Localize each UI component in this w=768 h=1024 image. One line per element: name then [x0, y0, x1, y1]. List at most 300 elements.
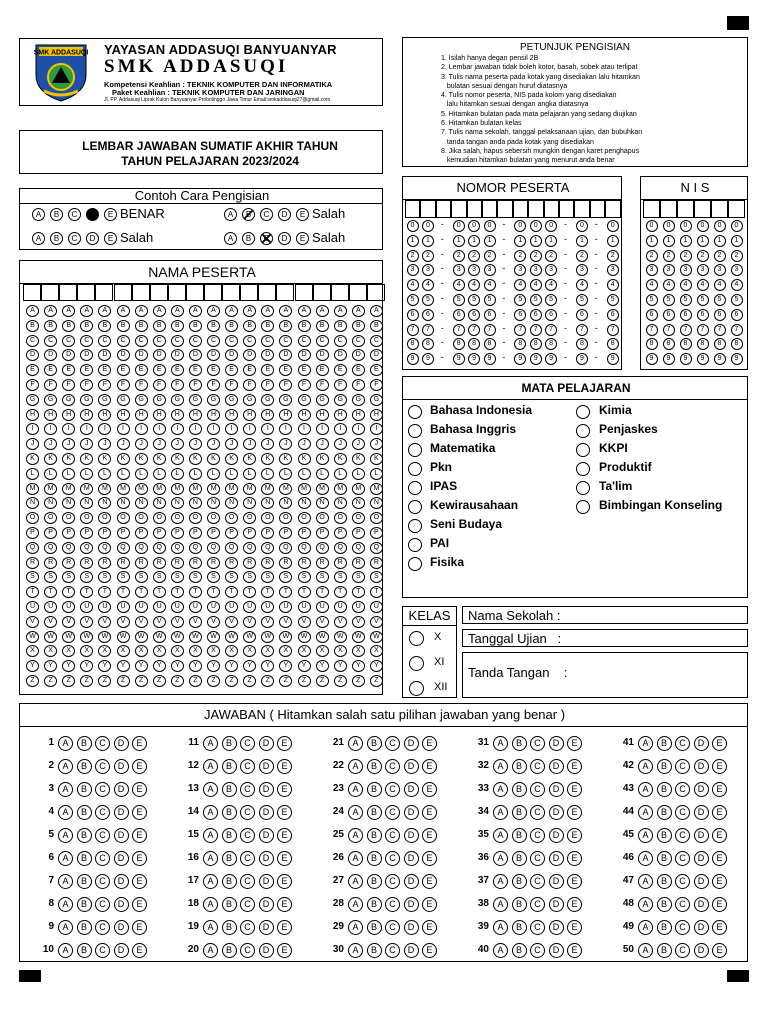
nomor-bubble[interactable]: 7	[514, 324, 526, 336]
answer-bubble[interactable]: D	[259, 897, 274, 912]
name-bubble[interactable]: D	[171, 349, 184, 361]
answer-bubble[interactable]: D	[259, 805, 274, 820]
name-bubble[interactable]: S	[298, 571, 311, 583]
name-bubble[interactable]: X	[26, 645, 39, 657]
name-bubble[interactable]: G	[334, 394, 347, 406]
nis-bubble[interactable]: 4	[680, 279, 692, 291]
name-bubble[interactable]: I	[225, 423, 238, 435]
nomor-bubble[interactable]: 9	[453, 353, 465, 365]
name-bubble[interactable]: G	[117, 394, 130, 406]
answer-bubble[interactable]: B	[222, 851, 237, 866]
name-bubble[interactable]: N	[117, 497, 130, 509]
name-bubble[interactable]: P	[279, 527, 292, 539]
nomor-cell[interactable]	[605, 200, 620, 218]
answer-bubble[interactable]: E	[422, 897, 437, 912]
answer-bubble[interactable]: E	[567, 874, 582, 889]
name-bubble[interactable]: Q	[171, 542, 184, 554]
answer-bubble[interactable]: D	[259, 782, 274, 797]
nomor-bubble[interactable]: 6	[484, 309, 496, 321]
name-bubble[interactable]: E	[261, 364, 274, 376]
answer-bubble[interactable]: B	[367, 897, 382, 912]
answer-bubble[interactable]: E	[277, 897, 292, 912]
name-bubble[interactable]: D	[352, 349, 365, 361]
nis-cell[interactable]	[677, 200, 694, 218]
name-bubble[interactable]: N	[298, 497, 311, 509]
answer-bubble[interactable]: E	[277, 805, 292, 820]
name-bubble[interactable]: L	[207, 468, 220, 480]
nomor-bubble[interactable]: 7	[607, 324, 619, 336]
name-bubble[interactable]: Q	[316, 542, 329, 554]
nomor-cell[interactable]	[528, 200, 543, 218]
answer-bubble[interactable]: B	[512, 897, 527, 912]
name-bubble[interactable]: B	[207, 320, 220, 332]
name-bubble[interactable]: A	[98, 305, 111, 317]
name-bubble[interactable]: I	[316, 423, 329, 435]
name-bubble[interactable]: V	[261, 616, 274, 628]
name-bubble[interactable]: P	[207, 527, 220, 539]
name-bubble[interactable]: K	[352, 453, 365, 465]
name-bubble[interactable]: X	[171, 645, 184, 657]
name-bubble[interactable]: Z	[298, 675, 311, 687]
name-bubble[interactable]: Q	[334, 542, 347, 554]
name-bubble[interactable]: P	[62, 527, 75, 539]
name-bubble[interactable]: A	[171, 305, 184, 317]
answer-bubble[interactable]: E	[277, 828, 292, 843]
answer-bubble[interactable]: D	[114, 920, 129, 935]
nis-bubble[interactable]: 4	[714, 279, 726, 291]
name-bubble[interactable]: J	[171, 438, 184, 450]
name-bubble[interactable]: C	[316, 335, 329, 347]
name-bubble[interactable]: R	[352, 557, 365, 569]
kelas-radio[interactable]	[409, 631, 424, 646]
answer-bubble[interactable]: A	[203, 897, 218, 912]
name-bubble[interactable]: P	[135, 527, 148, 539]
name-bubble[interactable]: J	[44, 438, 57, 450]
name-bubble[interactable]: G	[189, 394, 202, 406]
name-bubble[interactable]: K	[370, 453, 383, 465]
answer-bubble[interactable]: C	[385, 828, 400, 843]
nomor-bubble[interactable]: 5	[468, 294, 480, 306]
answer-bubble[interactable]: E	[132, 874, 147, 889]
name-bubble[interactable]: E	[135, 364, 148, 376]
answer-bubble[interactable]: C	[530, 943, 545, 958]
name-bubble[interactable]: H	[298, 409, 311, 421]
name-bubble[interactable]: X	[316, 645, 329, 657]
answer-bubble[interactable]: D	[694, 874, 709, 889]
answer-bubble[interactable]: D	[694, 736, 709, 751]
answer-bubble[interactable]: C	[95, 736, 110, 751]
name-bubble[interactable]: U	[298, 601, 311, 613]
name-bubble[interactable]: A	[80, 305, 93, 317]
name-bubble[interactable]: E	[334, 364, 347, 376]
answer-bubble[interactable]: C	[95, 759, 110, 774]
name-bubble[interactable]: U	[334, 601, 347, 613]
nomor-bubble[interactable]: 7	[468, 324, 480, 336]
name-bubble[interactable]: C	[80, 335, 93, 347]
name-bubble[interactable]: T	[153, 586, 166, 598]
name-bubble[interactable]: J	[26, 438, 39, 450]
name-bubble[interactable]: H	[189, 409, 202, 421]
nomor-bubble[interactable]: 5	[530, 294, 542, 306]
answer-bubble[interactable]: B	[222, 920, 237, 935]
answer-bubble[interactable]: A	[493, 759, 508, 774]
name-bubble[interactable]: Q	[243, 542, 256, 554]
answer-bubble[interactable]: B	[222, 759, 237, 774]
name-bubble[interactable]: X	[334, 645, 347, 657]
name-bubble[interactable]: Y	[279, 660, 292, 672]
name-bubble[interactable]: O	[370, 512, 383, 524]
name-bubble[interactable]: S	[62, 571, 75, 583]
name-bubble[interactable]: W	[316, 631, 329, 643]
nis-bubble[interactable]: 8	[697, 338, 709, 350]
name-bubble[interactable]: G	[261, 394, 274, 406]
name-bubble[interactable]: F	[316, 379, 329, 391]
name-bubble[interactable]: M	[62, 483, 75, 495]
answer-bubble[interactable]: C	[240, 828, 255, 843]
answer-bubble[interactable]: C	[385, 851, 400, 866]
name-bubble[interactable]: X	[243, 645, 256, 657]
nomor-bubble[interactable]: 2	[545, 250, 557, 262]
nomor-bubble[interactable]: 0	[530, 220, 542, 232]
name-bubble[interactable]: Z	[207, 675, 220, 687]
answer-bubble[interactable]: C	[530, 828, 545, 843]
name-bubble[interactable]: N	[135, 497, 148, 509]
name-bubble[interactable]: S	[117, 571, 130, 583]
answer-bubble[interactable]: A	[348, 874, 363, 889]
name-bubble[interactable]: L	[117, 468, 130, 480]
name-bubble[interactable]: P	[243, 527, 256, 539]
name-bubble[interactable]: T	[62, 586, 75, 598]
answer-bubble[interactable]: A	[348, 805, 363, 820]
name-bubble[interactable]: D	[189, 349, 202, 361]
name-bubble[interactable]: N	[334, 497, 347, 509]
name-bubble[interactable]: Y	[334, 660, 347, 672]
name-bubble[interactable]: T	[171, 586, 184, 598]
name-bubble[interactable]: K	[62, 453, 75, 465]
nomor-bubble[interactable]: 4	[453, 279, 465, 291]
answer-bubble[interactable]: B	[77, 828, 92, 843]
name-bubble[interactable]: U	[135, 601, 148, 613]
answer-bubble[interactable]: A	[493, 897, 508, 912]
nis-bubble[interactable]: 0	[680, 220, 692, 232]
answer-bubble[interactable]: C	[675, 851, 690, 866]
nomor-bubble[interactable]: 6	[576, 309, 588, 321]
nomor-bubble[interactable]: 9	[484, 353, 496, 365]
name-bubble[interactable]: Z	[117, 675, 130, 687]
name-bubble[interactable]: O	[352, 512, 365, 524]
answer-bubble[interactable]: C	[675, 874, 690, 889]
name-bubble[interactable]: S	[334, 571, 347, 583]
name-bubble[interactable]: O	[279, 512, 292, 524]
name-bubble[interactable]: R	[189, 557, 202, 569]
name-bubble[interactable]: C	[225, 335, 238, 347]
name-bubble[interactable]: B	[243, 320, 256, 332]
name-bubble[interactable]: Z	[225, 675, 238, 687]
answer-bubble[interactable]: B	[657, 897, 672, 912]
answer-bubble[interactable]: D	[549, 828, 564, 843]
name-bubble[interactable]: W	[334, 631, 347, 643]
name-bubble[interactable]: V	[316, 616, 329, 628]
name-bubble[interactable]: J	[80, 438, 93, 450]
name-bubble[interactable]: U	[370, 601, 383, 613]
name-bubble[interactable]: F	[279, 379, 292, 391]
answer-bubble[interactable]: D	[259, 920, 274, 935]
name-bubble[interactable]: Y	[243, 660, 256, 672]
name-bubble[interactable]: O	[117, 512, 130, 524]
name-bubble[interactable]: L	[261, 468, 274, 480]
name-bubble[interactable]: H	[26, 409, 39, 421]
name-bubble[interactable]: W	[189, 631, 202, 643]
answer-bubble[interactable]: C	[240, 897, 255, 912]
name-bubble[interactable]: M	[135, 483, 148, 495]
name-bubble[interactable]: J	[334, 438, 347, 450]
nis-bubble[interactable]: 7	[663, 324, 675, 336]
nomor-cell[interactable]	[513, 200, 528, 218]
name-bubble[interactable]: Z	[62, 675, 75, 687]
name-bubble[interactable]: R	[261, 557, 274, 569]
answer-bubble[interactable]: E	[712, 759, 727, 774]
name-bubble[interactable]: D	[243, 349, 256, 361]
name-bubble[interactable]: F	[153, 379, 166, 391]
name-bubble[interactable]: D	[207, 349, 220, 361]
name-bubble[interactable]: G	[298, 394, 311, 406]
name-bubble[interactable]: I	[98, 423, 111, 435]
nis-bubble[interactable]: 3	[663, 264, 675, 276]
answer-bubble[interactable]: B	[222, 805, 237, 820]
nis-bubble[interactable]: 9	[646, 353, 658, 365]
name-bubble[interactable]: Y	[352, 660, 365, 672]
name-bubble[interactable]: G	[26, 394, 39, 406]
nomor-bubble[interactable]: 8	[453, 338, 465, 350]
nomor-bubble[interactable]: 4	[407, 279, 419, 291]
subject-radio[interactable]	[408, 500, 422, 514]
nomor-cell[interactable]	[436, 200, 451, 218]
name-bubble[interactable]: N	[189, 497, 202, 509]
answer-bubble[interactable]: C	[240, 805, 255, 820]
name-bubble[interactable]: N	[316, 497, 329, 509]
answer-bubble[interactable]: A	[638, 851, 653, 866]
answer-bubble[interactable]: A	[348, 943, 363, 958]
answer-bubble[interactable]: E	[712, 874, 727, 889]
name-bubble[interactable]: H	[243, 409, 256, 421]
nis-bubble[interactable]: 1	[680, 235, 692, 247]
answer-bubble[interactable]: D	[114, 782, 129, 797]
nomor-bubble[interactable]: 4	[576, 279, 588, 291]
name-bubble[interactable]: U	[243, 601, 256, 613]
answer-bubble[interactable]: B	[222, 897, 237, 912]
name-bubble[interactable]: V	[135, 616, 148, 628]
nomor-bubble[interactable]: 0	[407, 220, 419, 232]
name-bubble[interactable]: B	[279, 320, 292, 332]
name-bubble[interactable]: F	[370, 379, 383, 391]
name-bubble[interactable]: H	[316, 409, 329, 421]
name-bubble[interactable]: E	[207, 364, 220, 376]
name-bubble[interactable]: V	[171, 616, 184, 628]
answer-bubble[interactable]: D	[114, 759, 129, 774]
name-bubble[interactable]: A	[279, 305, 292, 317]
name-bubble[interactable]: D	[153, 349, 166, 361]
name-bubble[interactable]: S	[279, 571, 292, 583]
name-bubble[interactable]: I	[171, 423, 184, 435]
nomor-bubble[interactable]: 6	[468, 309, 480, 321]
name-bubble[interactable]: B	[370, 320, 383, 332]
name-bubble[interactable]: Y	[98, 660, 111, 672]
answer-bubble[interactable]: E	[422, 920, 437, 935]
nomor-bubble[interactable]: 2	[453, 250, 465, 262]
answer-bubble[interactable]: C	[530, 920, 545, 935]
answer-bubble[interactable]: D	[549, 851, 564, 866]
name-bubble[interactable]: X	[207, 645, 220, 657]
answer-bubble[interactable]: A	[493, 851, 508, 866]
name-bubble[interactable]: Y	[298, 660, 311, 672]
name-bubble[interactable]: K	[225, 453, 238, 465]
name-bubble[interactable]: P	[44, 527, 57, 539]
nomor-bubble[interactable]: 6	[530, 309, 542, 321]
name-bubble[interactable]: U	[279, 601, 292, 613]
name-bubble[interactable]: Z	[153, 675, 166, 687]
answer-bubble[interactable]: B	[77, 759, 92, 774]
answer-bubble[interactable]: E	[712, 851, 727, 866]
nomor-bubble[interactable]: 1	[407, 235, 419, 247]
answer-bubble[interactable]: D	[694, 943, 709, 958]
answer-bubble[interactable]: E	[132, 759, 147, 774]
name-bubble[interactable]: F	[189, 379, 202, 391]
name-bubble[interactable]: R	[243, 557, 256, 569]
nis-bubble[interactable]: 6	[680, 309, 692, 321]
answer-bubble[interactable]: B	[77, 805, 92, 820]
name-bubble[interactable]: Z	[316, 675, 329, 687]
name-letter-cell[interactable]	[77, 284, 95, 301]
name-bubble[interactable]: M	[298, 483, 311, 495]
answer-bubble[interactable]: E	[567, 897, 582, 912]
answer-bubble[interactable]: A	[493, 736, 508, 751]
nomor-bubble[interactable]: 4	[514, 279, 526, 291]
name-bubble[interactable]: C	[62, 335, 75, 347]
name-bubble[interactable]: H	[334, 409, 347, 421]
name-bubble[interactable]: Z	[279, 675, 292, 687]
nomor-bubble[interactable]: 4	[484, 279, 496, 291]
name-bubble[interactable]: L	[352, 468, 365, 480]
name-bubble[interactable]: F	[261, 379, 274, 391]
name-bubble[interactable]: O	[44, 512, 57, 524]
name-bubble[interactable]: R	[117, 557, 130, 569]
name-letter-cell[interactable]	[295, 284, 313, 301]
name-bubble[interactable]: K	[153, 453, 166, 465]
name-bubble[interactable]: K	[44, 453, 57, 465]
answer-bubble[interactable]: B	[367, 782, 382, 797]
name-bubble[interactable]: C	[261, 335, 274, 347]
name-bubble[interactable]: G	[243, 394, 256, 406]
name-bubble[interactable]: T	[26, 586, 39, 598]
nomor-bubble[interactable]: 8	[576, 338, 588, 350]
subject-radio[interactable]	[408, 424, 422, 438]
answer-bubble[interactable]: D	[404, 943, 419, 958]
name-bubble[interactable]: Y	[316, 660, 329, 672]
name-bubble[interactable]: R	[153, 557, 166, 569]
nomor-bubble[interactable]: 0	[607, 220, 619, 232]
name-bubble[interactable]: X	[117, 645, 130, 657]
name-bubble[interactable]: K	[171, 453, 184, 465]
name-bubble[interactable]: E	[26, 364, 39, 376]
name-bubble[interactable]: J	[135, 438, 148, 450]
name-bubble[interactable]: X	[135, 645, 148, 657]
name-bubble[interactable]: M	[80, 483, 93, 495]
nomor-bubble[interactable]: 9	[576, 353, 588, 365]
name-bubble[interactable]: Y	[207, 660, 220, 672]
nis-bubble[interactable]: 4	[646, 279, 658, 291]
nomor-bubble[interactable]: 2	[484, 250, 496, 262]
answer-bubble[interactable]: A	[348, 920, 363, 935]
name-bubble[interactable]: A	[334, 305, 347, 317]
answer-bubble[interactable]: E	[132, 851, 147, 866]
nomor-bubble[interactable]: 6	[407, 309, 419, 321]
name-bubble[interactable]: J	[225, 438, 238, 450]
name-bubble[interactable]: U	[80, 601, 93, 613]
answer-bubble[interactable]: A	[348, 851, 363, 866]
name-bubble[interactable]: G	[44, 394, 57, 406]
answer-bubble[interactable]: A	[203, 828, 218, 843]
name-bubble[interactable]: S	[171, 571, 184, 583]
name-bubble[interactable]: H	[261, 409, 274, 421]
name-bubble[interactable]: E	[80, 364, 93, 376]
name-bubble[interactable]: T	[207, 586, 220, 598]
name-bubble[interactable]: Z	[171, 675, 184, 687]
nomor-cell[interactable]	[482, 200, 497, 218]
name-bubble[interactable]: C	[370, 335, 383, 347]
name-bubble[interactable]: V	[243, 616, 256, 628]
answer-bubble[interactable]: C	[385, 897, 400, 912]
answer-bubble[interactable]: C	[240, 736, 255, 751]
nomor-bubble[interactable]: 5	[484, 294, 496, 306]
name-bubble[interactable]: M	[316, 483, 329, 495]
name-bubble[interactable]: C	[352, 335, 365, 347]
name-bubble[interactable]: C	[279, 335, 292, 347]
answer-bubble[interactable]: C	[675, 736, 690, 751]
name-bubble[interactable]: N	[153, 497, 166, 509]
name-bubble[interactable]: R	[225, 557, 238, 569]
name-bubble[interactable]: C	[334, 335, 347, 347]
nis-bubble[interactable]: 7	[680, 324, 692, 336]
answer-bubble[interactable]: D	[114, 874, 129, 889]
name-bubble[interactable]: Q	[26, 542, 39, 554]
name-bubble[interactable]: D	[225, 349, 238, 361]
name-letter-cell[interactable]	[23, 284, 41, 301]
name-bubble[interactable]: C	[207, 335, 220, 347]
answer-bubble[interactable]: C	[95, 828, 110, 843]
name-bubble[interactable]: M	[279, 483, 292, 495]
name-bubble[interactable]: I	[334, 423, 347, 435]
name-bubble[interactable]: W	[225, 631, 238, 643]
nomor-bubble[interactable]: 4	[530, 279, 542, 291]
name-bubble[interactable]: E	[117, 364, 130, 376]
name-bubble[interactable]: E	[189, 364, 202, 376]
nomor-bubble[interactable]: 8	[530, 338, 542, 350]
nis-bubble[interactable]: 5	[663, 294, 675, 306]
name-bubble[interactable]: Y	[189, 660, 202, 672]
name-bubble[interactable]: S	[44, 571, 57, 583]
name-bubble[interactable]: U	[26, 601, 39, 613]
name-bubble[interactable]: N	[98, 497, 111, 509]
name-bubble[interactable]: I	[62, 423, 75, 435]
answer-bubble[interactable]: B	[222, 736, 237, 751]
name-bubble[interactable]: J	[370, 438, 383, 450]
answer-bubble[interactable]: B	[512, 759, 527, 774]
nomor-bubble[interactable]: 3	[484, 264, 496, 276]
name-bubble[interactable]: J	[352, 438, 365, 450]
name-bubble[interactable]: Q	[352, 542, 365, 554]
answer-bubble[interactable]: A	[203, 759, 218, 774]
nis-bubble[interactable]: 6	[646, 309, 658, 321]
